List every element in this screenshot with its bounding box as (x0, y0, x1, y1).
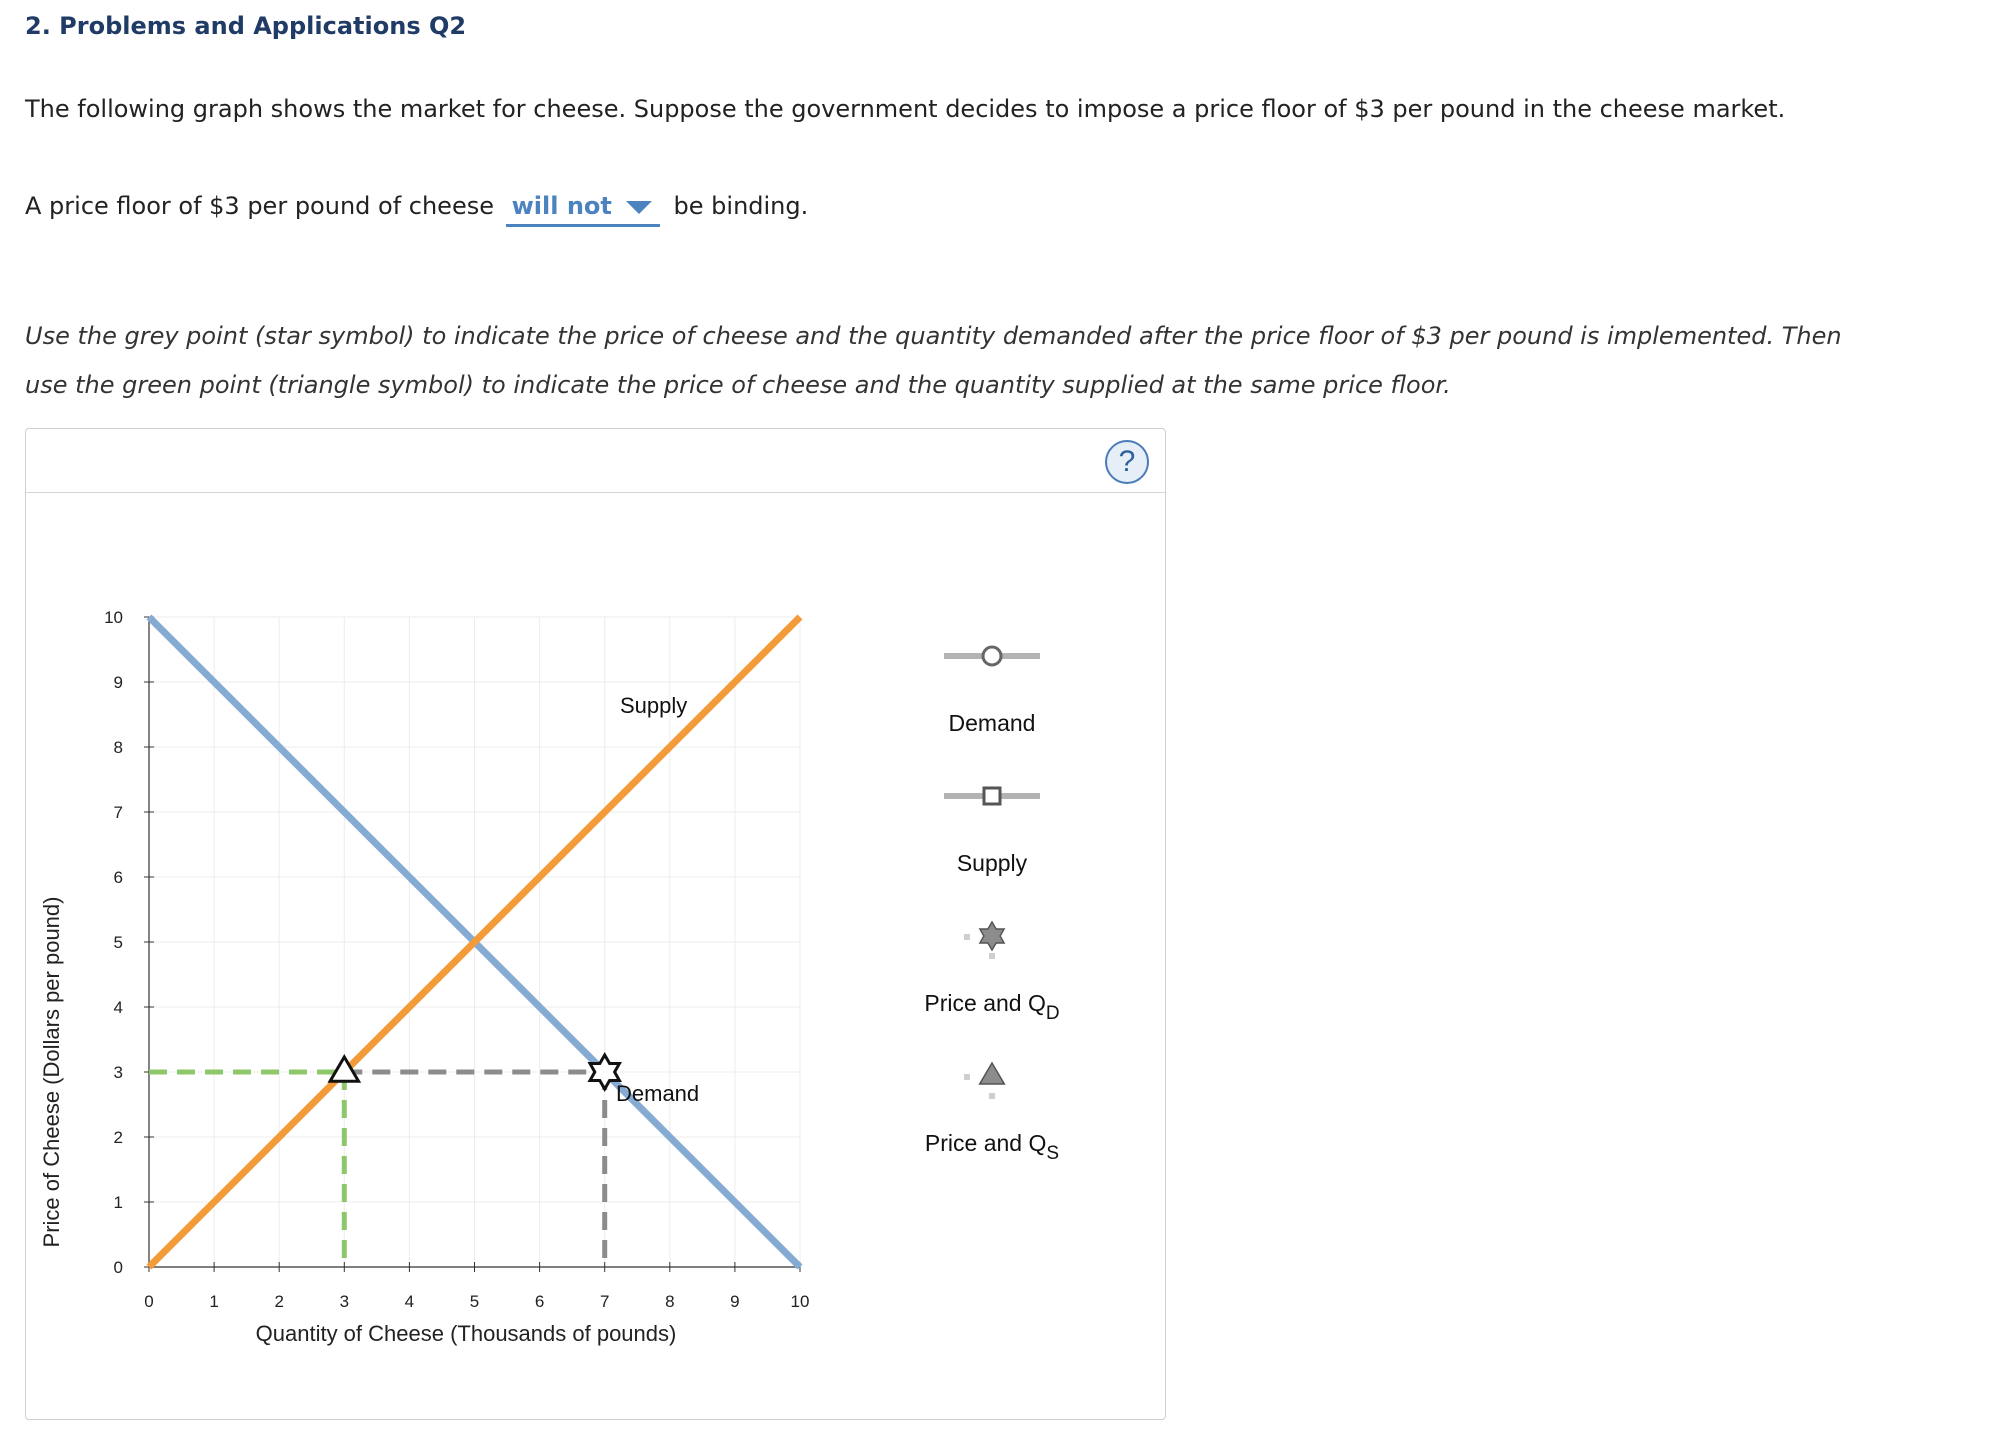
y-tick-label-4: 4 (113, 998, 123, 1017)
legend-item-supply[interactable] (944, 788, 1040, 876)
x-axis-title: Quantity of Cheese (Thousands of pounds) (255, 1321, 677, 1346)
question-prefix: A price floor of $3 per pound of cheese (25, 192, 494, 220)
y-tick-label-2: 2 (113, 1128, 123, 1147)
caret-down-icon (626, 201, 652, 214)
y-tick-label-0: 0 (113, 1258, 123, 1277)
legend-item-price-and-qd[interactable] (924, 922, 1059, 1024)
instructions-line-2: use the green point (triangle symbol) to indicate the price of cheese and the quantity supplied at the same price floor. (25, 371, 1451, 399)
legend-label: Supply (956, 850, 1028, 876)
question-suffix: be binding. (673, 192, 809, 220)
legend-dash-h (964, 934, 970, 940)
page-title: 2. Problems and Applications Q2 (25, 12, 467, 40)
y-tick-label-8: 8 (113, 738, 123, 757)
legend-label: Price and $Q_S$ (924, 1130, 1060, 1164)
y-tick-label-3: 3 (113, 1063, 123, 1082)
legend-dash-v (989, 953, 995, 959)
x-tick-label-2: 2 (274, 1292, 284, 1311)
legend-item-demand[interactable] (944, 647, 1040, 736)
x-tick-label-6: 6 (534, 1292, 545, 1311)
legend-label-subscript: S (1046, 1143, 1060, 1164)
legend-label-subscript: D (1045, 1003, 1060, 1024)
price-floor-chart[interactable] (26, 429, 1165, 1419)
legend[interactable] (924, 647, 1059, 1164)
x-tick-label-9: 9 (730, 1292, 740, 1311)
y-tick-label-7: 7 (113, 803, 123, 822)
y-tick-label-1: 1 (113, 1193, 123, 1212)
y-tick-label-5: 5 (113, 933, 123, 952)
legend-star-icon (980, 922, 1004, 950)
graph-panel (25, 428, 1166, 1420)
x-tick-label-10: 10 (790, 1292, 810, 1311)
help-icon[interactable]: ? (1105, 440, 1149, 484)
demand-curve-label: Demand (616, 1081, 700, 1106)
x-tick-label-4: 4 (404, 1292, 415, 1311)
legend-label: Demand (948, 710, 1036, 736)
x-tick-label-0: 0 (144, 1292, 154, 1311)
x-tick-label-3: 3 (339, 1292, 350, 1311)
y-axis-title: Price of Cheese (Dollars per pound) (39, 896, 64, 1248)
question-sentence (25, 192, 808, 227)
legend-item-price-and-qs[interactable] (925, 1063, 1059, 1164)
instructions (25, 312, 1945, 410)
dropdown-selected-value: will not (511, 192, 612, 220)
y-tick-label-6: 6 (113, 868, 123, 887)
x-tick-label-8: 8 (665, 1292, 675, 1311)
legend-label: Price and $Q_D$ (924, 990, 1060, 1024)
x-tick-label-1: 1 (209, 1292, 219, 1311)
y-tick-label-10: 10 (104, 608, 123, 627)
legend-square-icon (984, 788, 1000, 804)
legend-circle-icon (983, 647, 1001, 665)
legend-triangle-icon (980, 1063, 1005, 1084)
instructions-line-1: Use the grey point (star symbol) to indicate the price of cheese and the quantity demanded after the price floor of $3 per pound is implemented. Then (25, 322, 1842, 350)
price-floor-guides (149, 1072, 605, 1267)
legend-dash-h (964, 1074, 970, 1080)
x-tick-label-5: 5 (469, 1292, 480, 1311)
legend-dash-v (989, 1093, 995, 1099)
x-tick-label-7: 7 (599, 1292, 610, 1311)
binding-dropdown[interactable] (506, 192, 660, 227)
supply-curve-label: Supply (620, 693, 688, 718)
y-tick-label-9: 9 (113, 673, 123, 692)
intro-text: The following graph shows the market for cheese. Suppose the government decides to impose a price floor of $3 per pound in the cheese market. (25, 95, 1786, 123)
